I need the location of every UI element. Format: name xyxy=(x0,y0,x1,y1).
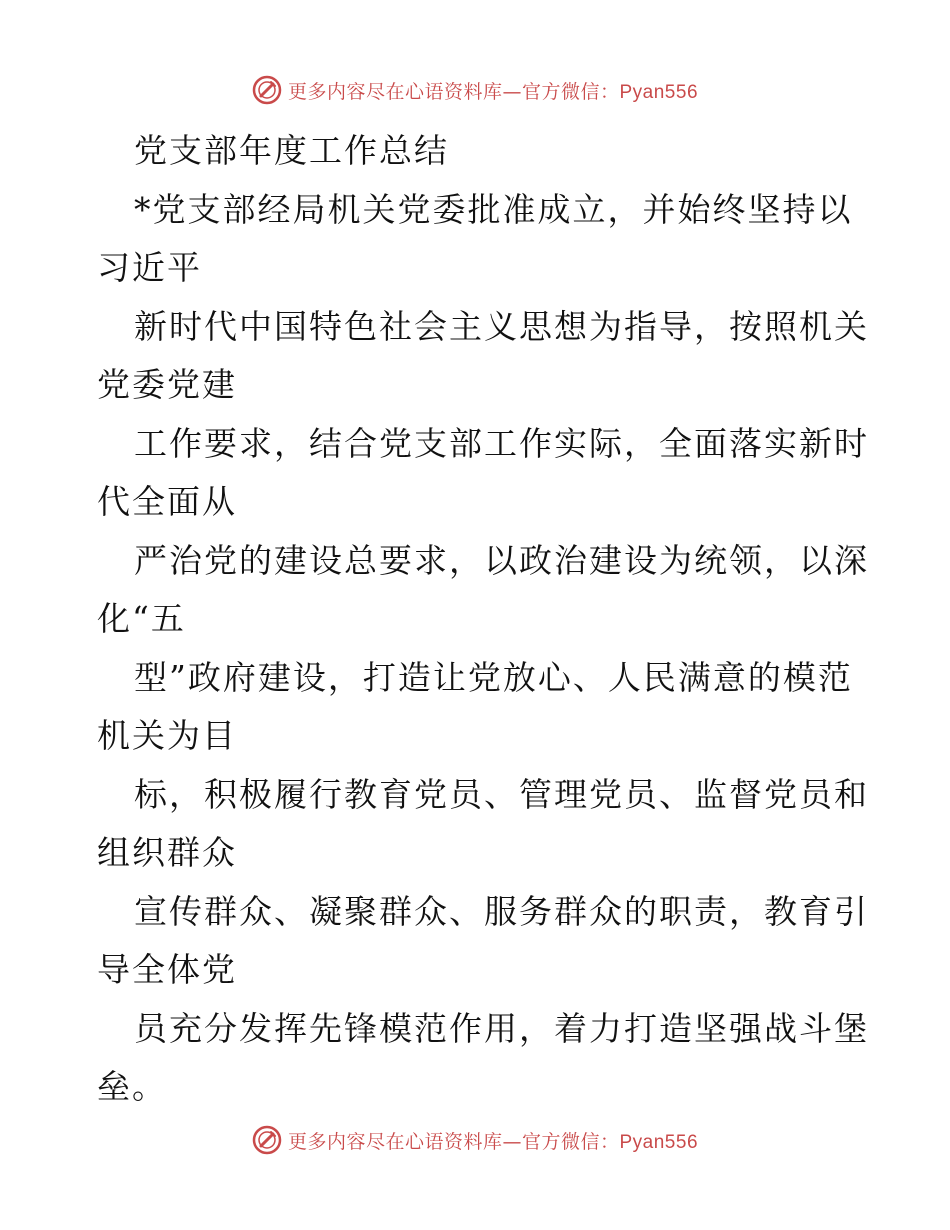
body-line: 型”政府建设，打造让党放心、人民满意的模范 xyxy=(134,657,853,697)
body-line: 机关为目 xyxy=(97,716,237,755)
body-line: 党委党建 xyxy=(97,365,237,404)
document-title: 党支部年度工作总结 xyxy=(134,131,449,170)
body-line: 标，积极履行教育党员、管理党员、监督党员和 xyxy=(134,774,869,814)
body-line: *党支部经局机关党委批准成立，并始终坚持以 xyxy=(134,189,853,229)
body-line: 导全体党 xyxy=(97,950,237,989)
document-body xyxy=(97,122,869,1117)
watermark-wechat-id: Pyan556 xyxy=(619,1131,699,1153)
watermark-site-name: 更多内容尽在心语资料库 xyxy=(287,1130,503,1153)
watermark-wechat-label: 官方微信： xyxy=(521,1130,620,1153)
body-line: 习近平 xyxy=(97,248,202,287)
watermark-site-name: 更多内容尽在心语资料库 xyxy=(287,80,503,103)
body-line: 严治党的建设总要求，以政治建设为统领，以深 xyxy=(134,540,869,580)
body-line: 化“五 xyxy=(97,599,186,638)
body-line: 员充分发挥先锋模范作用，着力打造坚强战斗堡 xyxy=(134,1008,869,1048)
body-line: 代全面从 xyxy=(97,482,237,521)
watermark-text xyxy=(288,1127,698,1154)
header-watermark xyxy=(0,72,950,108)
watermark-wechat-id: Pyan556 xyxy=(619,81,699,103)
brand-logo-icon xyxy=(252,75,282,105)
footer-watermark xyxy=(0,1122,950,1158)
body-line: 工作要求，结合党支部工作实际，全面落实新时 xyxy=(134,423,869,463)
body-line: 组织群众 xyxy=(97,833,237,872)
watermark-dash: — xyxy=(502,80,522,103)
body-line: 新时代中国特色社会主义思想为指导，按照机关 xyxy=(134,306,869,346)
body-line: 垒。 xyxy=(97,1067,167,1106)
watermark-dash: — xyxy=(502,1130,522,1153)
watermark-wechat-label: 官方微信： xyxy=(521,80,620,103)
brand-logo-icon xyxy=(252,1125,282,1155)
body-line: 宣传群众、凝聚群众、服务群众的职责，教育引 xyxy=(134,891,869,931)
watermark-text xyxy=(288,77,698,104)
